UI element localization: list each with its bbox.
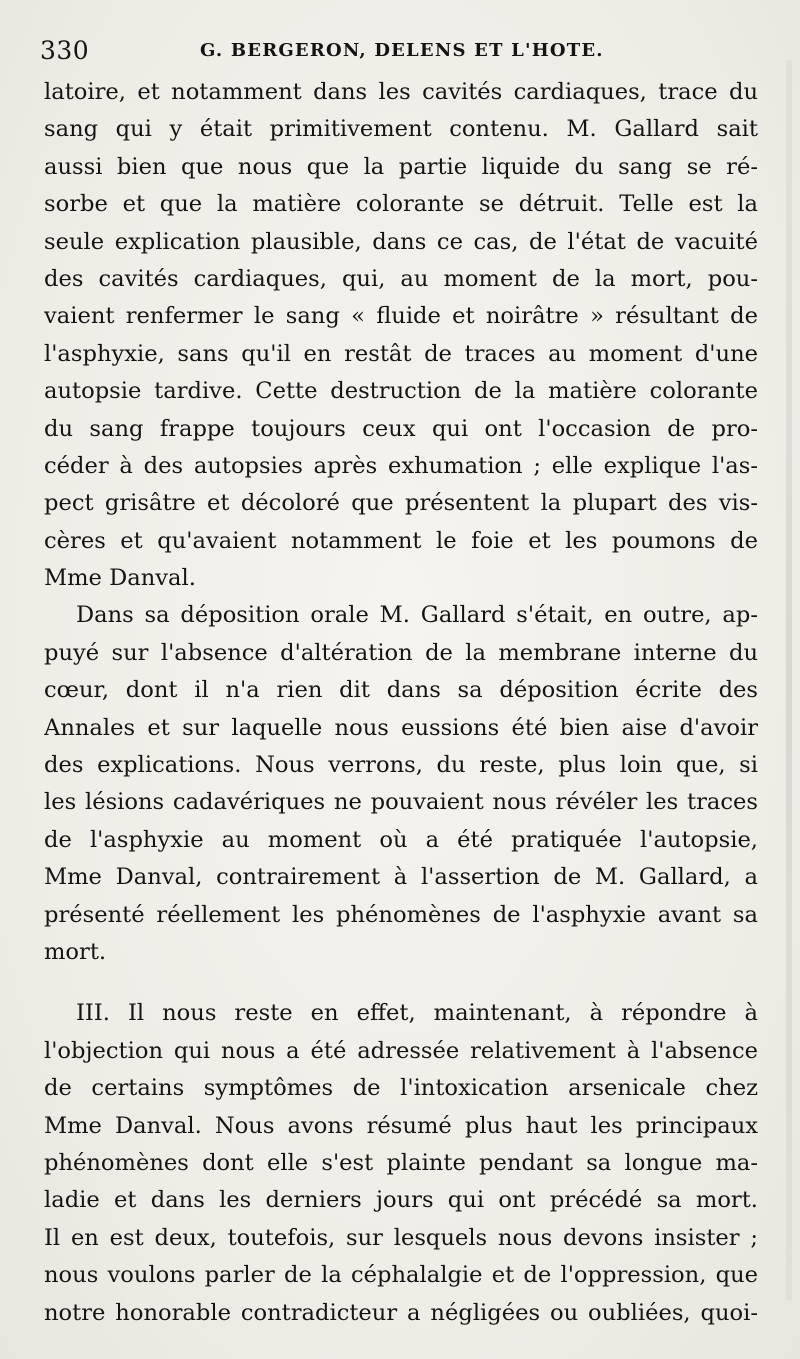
text-line: des explications. Nous verrons, du reste, plus loin que, si bbox=[44, 752, 758, 779]
text-line: Mme Danval, contrairement à l'assertion de M. Gallard, a bbox=[44, 864, 758, 891]
text-line: Dans sa déposition orale M. Gallard s'était, en outre, ap- bbox=[76, 602, 758, 629]
text-line: l'asphyxie, sans qu'il en restât de traces au moment d'une bbox=[44, 340, 758, 367]
text-line: Mme Danval. Nous avons résumé plus haut les principaux bbox=[44, 1112, 758, 1139]
page-edge-shadow bbox=[786, 60, 792, 1300]
text-line: vaient renfermer le sang « fluide et noirâtre » résultant de bbox=[44, 303, 758, 330]
text-line: Mme Danval. bbox=[44, 565, 196, 592]
text-line: puyé sur l'absence d'altération de la membrane interne du bbox=[44, 639, 758, 666]
page-number: 330 bbox=[40, 36, 90, 65]
text-line: phénomènes dont elle s'est plainte pendant sa longue ma- bbox=[44, 1149, 758, 1176]
text-line: sorbe et que la matière colorante se détruit. Telle est la bbox=[44, 191, 758, 218]
text-line: de l'asphyxie au moment où a été pratiquée l'autopsie, bbox=[44, 826, 758, 853]
text-line: l'objection qui nous a été adressée relativement à l'absence bbox=[44, 1037, 758, 1064]
text-line: présenté réellement les phénomènes de l'asphyxie avant sa bbox=[44, 901, 758, 928]
text-line: ladie et dans les derniers jours qui ont précédé sa mort. bbox=[44, 1187, 758, 1214]
text-line: céder à des autopsies après exhumation ; elle explique l'as- bbox=[44, 452, 758, 479]
body-text bbox=[44, 74, 758, 1332]
paragraph-3 bbox=[44, 995, 758, 1332]
text-line: du sang frappe toujours ceux qui ont l'occasion de pro- bbox=[44, 415, 758, 442]
paragraph-2 bbox=[44, 597, 758, 971]
text-line: les lésions cadavériques ne pouvaient nous révéler les traces bbox=[44, 789, 758, 816]
text-line: latoire, et notamment dans les cavités cardiaques, trace du bbox=[44, 79, 758, 105]
text-line: seule explication plausible, dans ce cas, de l'état de vacuité bbox=[44, 228, 758, 255]
text-line: pect grisâtre et décoloré que présentent la plupart des vis- bbox=[44, 490, 758, 517]
running-head: G. BERGERON, DELENS ET L'HOTE. bbox=[200, 40, 604, 61]
text-line: cères et qu'avaient notamment le foie et les poumons de bbox=[44, 527, 758, 554]
text-line: des cavités cardiaques, qui, au moment de la mort, pou- bbox=[44, 265, 758, 292]
section-gap bbox=[44, 971, 758, 995]
text-line: cœur, dont il n'a rien dit dans sa déposition écrite des bbox=[44, 677, 758, 704]
text-line: autopsie tardive. Cette destruction de la matière colorante bbox=[44, 378, 758, 405]
text-line: de certains symptômes de l'intoxication arsenicale chez bbox=[44, 1075, 758, 1102]
text-line: Il en est deux, toutefois, sur lesquels nous devons insister ; bbox=[44, 1224, 758, 1251]
text-line: nous voulons parler de la céphalalgie et de l'oppression, que bbox=[44, 1262, 758, 1289]
paragraph-1 bbox=[44, 74, 758, 597]
text-line: notre honorable contradicteur a négligées ou oubliées, quoi- bbox=[44, 1299, 758, 1326]
text-line: mort. bbox=[44, 938, 107, 965]
text-line: sang qui y était primitivement contenu. M. Gallard sait bbox=[44, 116, 758, 143]
text-line: aussi bien que nous que la partie liquide du sang se ré- bbox=[44, 153, 758, 180]
text-line: Annales et sur laquelle nous eussions été bien aise d'avoir bbox=[44, 714, 758, 741]
page-header bbox=[40, 36, 760, 70]
text-line: III. Il nous reste en effet, maintenant, à répondre à bbox=[76, 1000, 758, 1027]
